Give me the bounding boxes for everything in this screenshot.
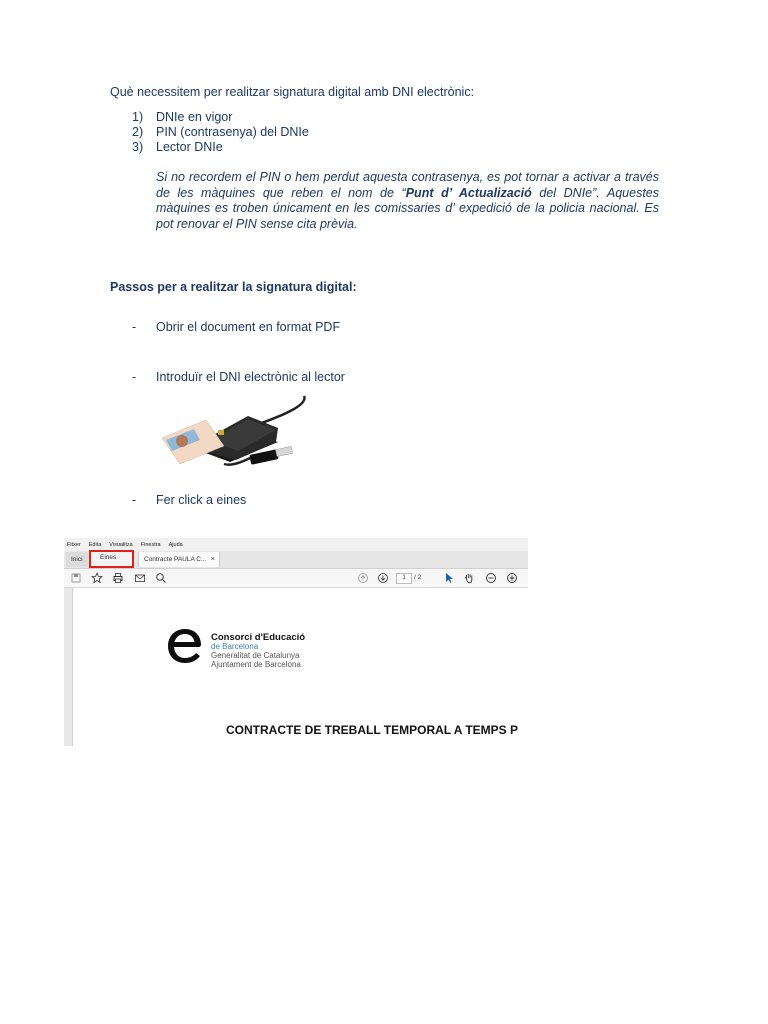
zoom-out-icon[interactable] [485, 572, 497, 584]
list-item: 3) Lector DNIe [132, 140, 223, 154]
zoom-in-icon[interactable] [506, 572, 518, 584]
requirements-list [132, 110, 309, 155]
logo-line-2: de Barcelona [211, 642, 259, 651]
select-cursor-icon[interactable] [444, 572, 454, 584]
consorci-logo-icon [165, 626, 205, 666]
list-item: 1) DNIe en vigor [132, 110, 233, 124]
pin-note: Si no recordem el PIN o hem perdut aquesta contrasenya, es pot tornar a activar a través de les màquines que reben el nom de “Punt d’ Actualizació del DNIe”. Aquestes màquines es troben únicament en les comissaries d’ expedició de la policia nacional. Es pot renovar el PIN sense cita prèvia. [156, 170, 659, 231]
page-down-icon[interactable] [377, 572, 389, 584]
mail-icon[interactable] [134, 572, 146, 584]
intro-text: Què necessitem per realitzar signatura digital amb DNI electrònic: [110, 85, 475, 99]
save-icon[interactable] [71, 573, 81, 583]
tab-bar [64, 551, 528, 569]
menu-fitxer[interactable]: Fitxer [67, 542, 81, 548]
contract-title: CONTRACTE DE TREBALL TEMPORAL A TEMPS P [226, 723, 519, 737]
logo-line-4: Ajuntament de Barcelona [211, 660, 301, 669]
tab-inici[interactable]: Inici [66, 552, 88, 567]
page-up-icon[interactable] [357, 572, 369, 584]
note-bold: Punt d’ Actualizació [405, 185, 532, 200]
menu-finestra[interactable]: Finestra [140, 542, 161, 548]
page-number-input[interactable]: 1 [396, 573, 412, 584]
card-reader-image [158, 394, 306, 472]
toolbar [64, 569, 528, 588]
menu-ajuda[interactable]: Ajuda [168, 542, 183, 548]
list-item: 2) PIN (contrasenya) del DNIe [132, 125, 309, 139]
tab-eines[interactable]: Eines [89, 550, 134, 568]
print-icon[interactable] [112, 572, 124, 584]
page-total: / 2 [414, 574, 422, 581]
logo-line-1: Consorci d'Educació [211, 632, 306, 643]
search-icon[interactable] [155, 572, 167, 584]
hand-tool-icon[interactable] [463, 572, 475, 584]
step-item: - Introduïr el DNI electrònic al lector [132, 370, 345, 384]
acrobat-screenshot [64, 538, 528, 746]
step-item: - Obrir el document en format PDF [132, 320, 341, 334]
star-icon[interactable] [91, 572, 103, 584]
logo-line-3: Generalitat de Catalunya [211, 651, 300, 660]
step-item: - Fer click a eines [132, 493, 247, 507]
steps-heading: Passos per a realitzar la signatura digital: [110, 280, 357, 294]
tab-document[interactable]: Contracte PAULA C... × [138, 552, 220, 567]
menu-edita[interactable]: Edita [88, 542, 102, 548]
close-icon[interactable]: × [210, 556, 215, 563]
document-page [73, 588, 528, 746]
left-panel-strip [64, 588, 73, 746]
menu-visualitza[interactable]: Visualitza [109, 542, 133, 548]
